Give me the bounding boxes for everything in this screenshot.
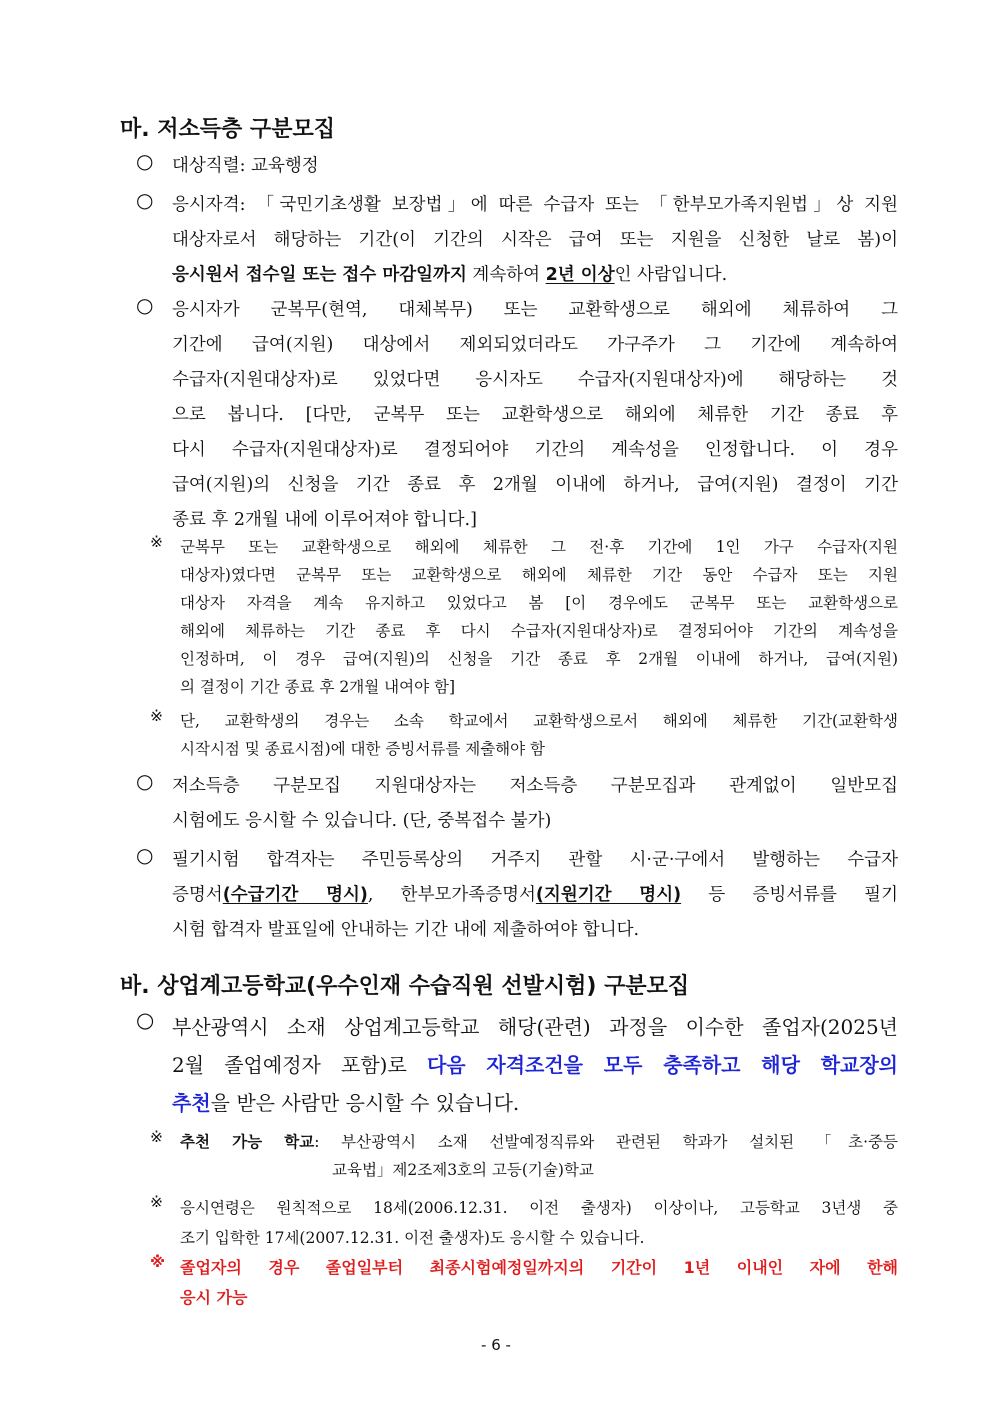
age-requirement-note xyxy=(150,1193,898,1253)
support-period-emphasis: (지원기간 명시) xyxy=(535,885,682,905)
military-line-1: 응시자가 군복무(현역, 대체복무) 또는 교환학생으로 해외에 체류하여 그 xyxy=(172,300,898,320)
circle-bullet-icon: ○ xyxy=(136,843,154,867)
graduate-deadline-note xyxy=(150,1253,898,1313)
commercial-school-item xyxy=(136,1008,898,1122)
school-line-3-b: 을 받은 사람만 응시할 수 있습니다. xyxy=(210,1091,520,1115)
eligible-position-item xyxy=(136,149,898,184)
graduate-line-2: 응시 가능 xyxy=(180,1288,248,1307)
schools-line-1 xyxy=(180,1128,898,1156)
military-line-6: 급여(지원)의 신청을 기간 종료 후 2개월 이내에 하거나, 급여(지원) 결정이 기간 xyxy=(172,475,898,495)
reference-mark-icon: ※ xyxy=(150,533,163,551)
school-line-3 xyxy=(172,1084,898,1122)
military-service-item xyxy=(136,293,898,538)
age-line-1: 응시연령은 원칙적으로 18세(2006.12.31. 이전 출생자) 이상이나, 고등학교 3년생 중 xyxy=(180,1199,898,1217)
circle-bullet-icon: ○ xyxy=(136,769,154,793)
note1-line-6: 의 결정이 기간 종료 후 2개월 내여야 함] xyxy=(180,678,455,696)
submission-line-2 xyxy=(172,878,898,913)
military-line-3: 수급자(지원대상자)로 있었다면 응시자도 수급자(지원대상자)에 해당하는 것 xyxy=(172,370,898,390)
exchange-student-note xyxy=(150,707,898,763)
submission-line-2-a: 증명서 xyxy=(172,885,223,905)
note2-line-1: 단, 교환학생의 경우는 소속 학교에서 교환학생으로서 해외에 체류한 기간(교환학생 xyxy=(180,712,898,730)
note1-line-2: 대상자)였다면 군복무 또는 교환학생으로 해외에 체류한 기간 동안 수급자 또는 지원 xyxy=(180,566,898,584)
reference-mark-icon: ※ xyxy=(150,1253,166,1271)
qualification-item xyxy=(136,188,898,293)
reference-mark-icon: ※ xyxy=(150,1128,163,1146)
circle-bullet-icon: ○ xyxy=(136,293,154,317)
section-heading-ma: 마. 저소득층 구분모집 xyxy=(120,117,335,142)
qualification-line-3-end: 인 사람입니다. xyxy=(614,265,728,285)
qualification-line-2: 대상자로서 해당하는 기간(이 기간의 시작은 급여 또는 지원을 신청한 날로 봄)이 xyxy=(172,230,898,250)
schools-line-2: 교육법」제2조제3호의 고등(기술)학교 xyxy=(332,1161,594,1179)
two-years-emphasis: 2년 이상 xyxy=(545,265,615,285)
requirements-emphasis: 다음 자격조건을 모두 충족하고 해당 학교장의 xyxy=(426,1053,898,1077)
circle-bullet-icon: ○ xyxy=(136,1008,155,1032)
recommended-schools-note xyxy=(150,1128,898,1184)
note2-line-2: 시작시점 및 종료시점)에 대한 증빙서류를 제출해야 함 xyxy=(180,740,546,758)
reference-mark-icon: ※ xyxy=(150,707,163,725)
military-line-7: 종료 후 2개월 내에 이루어져야 합니다.] xyxy=(172,510,477,530)
age-line-2: 조기 입학한 17세(2007.12.31. 이전 출생자)도 응시할 수 있습니다. xyxy=(180,1229,645,1247)
qualification-line-1: 응시자격: 「국민기초생활 보장법」에 따른 수급자 또는 「한부모가족지원법」상 지원 xyxy=(172,195,898,215)
note1-line-3: 대상자 자격을 계속 유지하고 있었다고 봄 [이 경우에도 군복무 또는 교환학생으로 xyxy=(180,594,898,612)
single-household-note xyxy=(150,533,898,701)
circle-bullet-icon: ○ xyxy=(136,149,154,173)
military-line-4: 으로 봅니다. [다만, 군복무 또는 교환학생으로 해외에 체류한 기간 종료 후 xyxy=(172,405,898,425)
page-number: - 6 - xyxy=(481,1336,511,1354)
submission-line-2-e: 등 증빙서류를 필기 xyxy=(681,885,898,905)
deadline-emphasis: 응시원서 접수일 또는 접수 마감일까지 xyxy=(172,265,467,285)
section-heading-ba: 바. 상업계고등학교(우수인재 수습직원 선발시험) 구분모집 xyxy=(120,974,690,999)
general-line-2: 시험에도 응시할 수 있습니다. (단, 중복접수 불가) xyxy=(172,811,552,831)
eligible-position-text: 대상직렬: 교육행정 xyxy=(172,156,319,176)
submission-line-1: 필기시험 합격자는 주민등록상의 거주지 관할 시·군·구에서 발행하는 수급자 xyxy=(172,850,898,870)
school-line-1: 부산광역시 소재 상업계고등학교 해당(관련) 과정을 이수한 졸업자(2025년 xyxy=(172,1015,898,1039)
document-submission-item xyxy=(136,843,898,948)
general-recruitment-item xyxy=(136,769,898,839)
recommended-schools-label: 추천 가능 학교 xyxy=(180,1133,315,1151)
graduate-line-1: 졸업자의 경우 졸업일부터 최종시험예정일까지의 기간이 1년 이내인 자에 한해 xyxy=(180,1258,898,1277)
school-line-2-a: 2월 졸업예정자 포함)로 xyxy=(172,1053,427,1077)
circle-bullet-icon: ○ xyxy=(136,188,154,212)
military-line-2: 기간에 급여(지원) 대상에서 제외되었더라도 가구주가 그 기간에 계속하여 xyxy=(172,335,898,355)
qualification-line-3 xyxy=(172,258,898,293)
submission-line-3: 시험 합격자 발표일에 안내하는 기간 내에 제출하여야 합니다. xyxy=(172,920,640,940)
schools-line-1-text: : 부산광역시 소재 선발예정직류와 관련된 학과가 설치된 「초·중등 xyxy=(314,1133,898,1151)
note1-line-5: 인정하며, 이 경우 급여(지원)의 신청을 기간 종료 후 2개월 이내에 하거나, 급여(지원) xyxy=(180,650,898,668)
school-line-2 xyxy=(172,1046,898,1084)
recommendation-emphasis: 추천 xyxy=(172,1091,211,1115)
general-line-1: 저소득층 구분모집 지원대상자는 저소득층 구분모집과 관계없이 일반모집 xyxy=(172,776,898,796)
reference-mark-icon: ※ xyxy=(150,1193,163,1211)
benefit-period-emphasis: (수급기간 명시) xyxy=(222,885,368,905)
note1-line-1: 군복무 또는 교환학생으로 해외에 체류한 그 전·후 기간에 1인 가구 수급자(지원 xyxy=(180,538,898,556)
military-line-5: 다시 수급자(지원대상자)로 결정되어야 기간의 계속성을 인정합니다. 이 경우 xyxy=(172,440,898,460)
note1-line-4: 해외에 체류하는 기간 종료 후 다시 수급자(지원대상자)로 결정되어야 기간의 계속성을 xyxy=(180,622,898,640)
qualification-line-3-mid: 계속하여 xyxy=(466,265,546,285)
submission-line-2-c: , 한부모가족증명서 xyxy=(367,885,536,905)
